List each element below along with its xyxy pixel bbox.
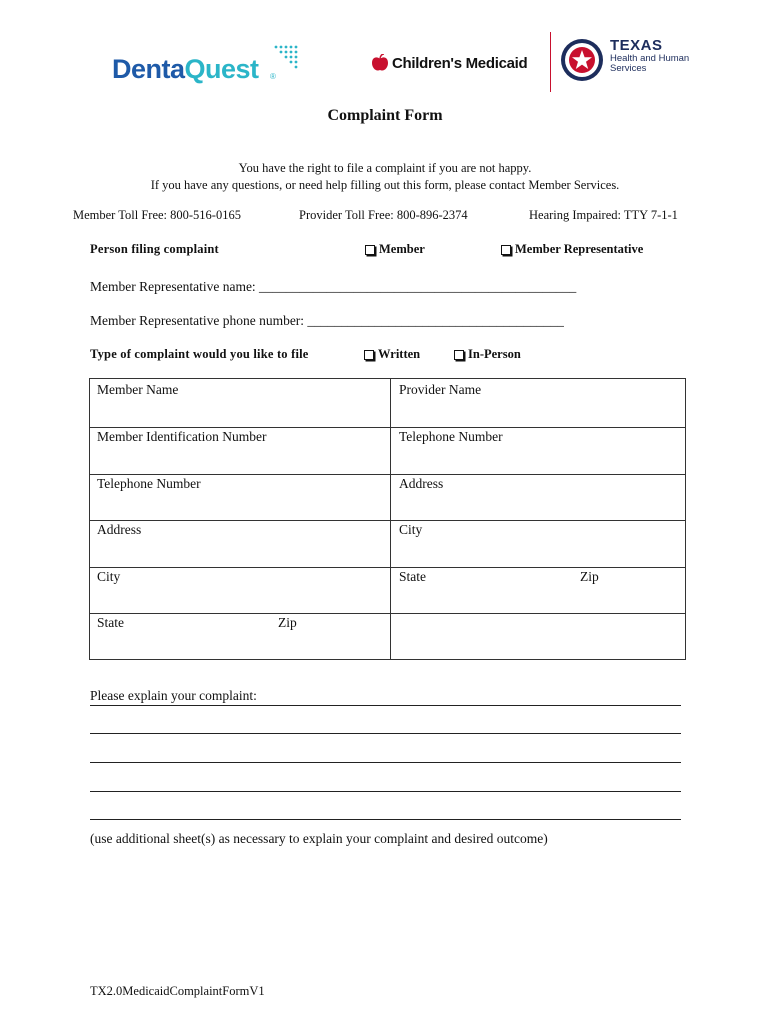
rep-name-field[interactable]: Member Representative name: _______________________________________________	[90, 279, 577, 294]
apple-icon	[372, 54, 388, 72]
checkbox-icon[interactable]	[365, 245, 375, 255]
member-info-table	[89, 378, 686, 660]
answer-line[interactable]	[90, 705, 681, 706]
provider-city-cell[interactable]: City	[399, 522, 423, 537]
provider-name-cell[interactable]: Provider Name	[399, 382, 482, 397]
texas-seal-icon	[560, 38, 604, 82]
texas-hhs-line2: Services	[610, 62, 647, 74]
person-filing-label: Person filing complaint	[90, 242, 219, 256]
rep-phone-field[interactable]: Member Representative phone number: ______________________________________	[90, 313, 564, 328]
table-row-divider	[90, 613, 685, 614]
answer-line[interactable]	[90, 733, 681, 734]
complaint-type-label: Type of complaint would you like to file	[90, 347, 309, 361]
texas-hhs-logo	[560, 38, 689, 82]
childrens-medicaid-text: Children's Medicaid	[392, 54, 528, 72]
member-toll-free: Member Toll Free: 800-516-0165	[73, 208, 241, 222]
explain-label: Please explain your complaint:	[90, 688, 257, 703]
texas-title: TEXAS	[610, 37, 663, 54]
provider-state-cell[interactable]: State	[399, 569, 426, 584]
answer-line[interactable]	[90, 819, 681, 820]
member-telephone-cell[interactable]: Telephone Number	[97, 476, 201, 491]
dentaquest-logo-denta: Denta	[112, 54, 185, 84]
intro-text	[0, 160, 770, 194]
table-row-divider	[90, 520, 685, 521]
member-checkbox[interactable]	[365, 242, 425, 257]
texas-hhs-line1: Health and Human	[610, 52, 690, 64]
provider-toll-free: Provider Toll Free: 800-896-2374	[299, 208, 468, 222]
answer-line[interactable]	[90, 762, 681, 763]
intro-line-2: If you have any questions, or need help filling out this form, please contact Member Services.	[150, 178, 620, 192]
written-option-label: Written	[378, 347, 421, 361]
table-column-divider	[390, 379, 391, 659]
provider-address-cell[interactable]: Address	[399, 476, 444, 491]
checkbox-icon[interactable]	[454, 350, 464, 360]
provider-telephone-cell[interactable]: Telephone Number	[399, 429, 503, 444]
checkbox-icon[interactable]	[501, 245, 511, 255]
member-name-cell[interactable]: Member Name	[97, 382, 179, 397]
member-state-cell[interactable]: State	[97, 615, 124, 630]
header-divider	[550, 32, 551, 92]
written-checkbox[interactable]	[364, 347, 420, 362]
provider-zip-cell[interactable]: Zip	[580, 569, 599, 584]
in-person-option-label: In-Person	[468, 347, 521, 361]
hearing-impaired: Hearing Impaired: TTY 7-1-1	[529, 208, 678, 222]
member-option-label: Member	[379, 242, 425, 256]
checkbox-icon[interactable]	[364, 350, 374, 360]
table-row-divider	[90, 427, 685, 428]
member-address-cell[interactable]: Address	[97, 522, 142, 537]
form-code: TX2.0MedicaidComplaintFormV1	[90, 984, 265, 998]
form-title: Complaint Form	[327, 107, 443, 124]
answer-line[interactable]	[90, 791, 681, 792]
table-row-divider	[90, 567, 685, 568]
member-zip-cell[interactable]: Zip	[278, 615, 297, 630]
intro-line-1: You have the right to file a complaint if you are not happy.	[238, 161, 532, 175]
in-person-checkbox[interactable]	[454, 347, 521, 362]
member-rep-checkbox[interactable]	[501, 242, 643, 257]
dentaquest-logo	[112, 44, 302, 90]
dentaquest-trademark: ®	[270, 72, 276, 81]
table-row-divider	[90, 474, 685, 475]
member-rep-option-label: Member Representative	[515, 242, 644, 256]
childrens-medicaid-logo	[372, 48, 527, 78]
dentaquest-dots-icon	[270, 44, 300, 70]
dentaquest-logo-quest: Quest	[184, 54, 259, 84]
additional-sheets-note: (use additional sheet(s) as necessary to explain your complaint and desired outcome)	[90, 831, 548, 846]
member-id-cell[interactable]: Member Identification Number	[97, 429, 267, 444]
member-city-cell[interactable]: City	[97, 569, 121, 584]
